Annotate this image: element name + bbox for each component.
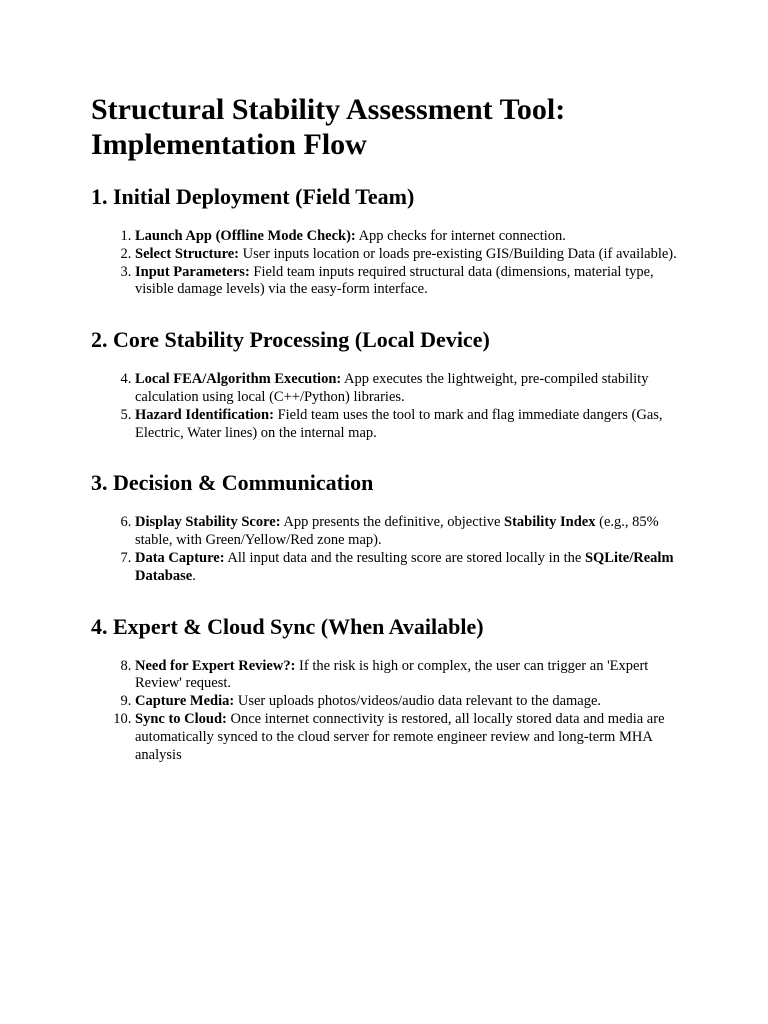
title-line-2: Implementation Flow: [91, 128, 367, 161]
step-item: [135, 711, 681, 764]
step-label: Local FEA/Algorithm Execution:: [135, 371, 342, 388]
step-item: [135, 228, 681, 246]
step-text: App presents the definitive, objective: [280, 514, 505, 531]
step-text: Field team uses the tool to mark and flag immediate dangers (Gas, Electric, Water lines) on the internal map.: [135, 406, 663, 441]
step-label: Data Capture:: [135, 549, 225, 566]
step-text: Field team inputs required structural data (dimensions, material type, visible damage levels) via the easy-form interface.: [135, 263, 654, 298]
step-item: [135, 514, 681, 550]
document-title: [91, 92, 681, 162]
section-heading-decision: 3. Decision & Communication: [91, 470, 374, 496]
section-heading-initial-deployment: 1. Initial Deployment (Field Team): [91, 184, 415, 209]
step-item: [135, 246, 681, 264]
step-item: [135, 264, 681, 300]
step-text: App checks for internet connection.: [355, 228, 566, 244]
step-text: User uploads photos/videos/audio data relevant to the damage.: [234, 693, 602, 710]
step-list-initial-deployment: [91, 228, 681, 299]
section-heading-expert-sync: 4. Expert & Cloud Sync (When Available): [91, 613, 484, 639]
step-emphasis: SQLite/Realm Database: [135, 549, 674, 584]
step-label: Launch App (Offline Mode Check):: [135, 228, 356, 244]
section-heading-core-processing: 2. Core Stability Processing (Local Device): [91, 327, 490, 353]
step-label: Select Structure:: [135, 245, 240, 262]
step-text: All input data and the resulting score are stored locally in the: [224, 549, 585, 566]
step-list-expert-sync: [91, 658, 681, 765]
step-list-decision: [91, 514, 681, 585]
step-text: Once internet connectivity is restored, all locally stored data and media are automatically synced to the cloud server for remote engineer review and long-term MHA analysis: [135, 710, 665, 763]
step-emphasis: Stability Index: [504, 514, 596, 531]
step-label: Sync to Cloud:: [135, 710, 227, 727]
title-line-1: Structural Stability Assessment Tool:: [91, 93, 566, 126]
step-item: [135, 371, 681, 407]
step-label: Display Stability Score:: [135, 514, 281, 531]
step-list-core-processing: [91, 371, 681, 442]
step-text: If the risk is high or complex, the user can trigger an 'Expert Review' request.: [135, 657, 649, 692]
step-text: User inputs location or loads pre-existing GIS/Building Data (if available).: [239, 245, 677, 262]
step-item: [135, 550, 681, 586]
step-label: Need for Expert Review?:: [135, 657, 296, 674]
step-label: Hazard Identification:: [135, 406, 274, 423]
step-item: [135, 658, 681, 694]
step-label: Capture Media:: [135, 693, 235, 710]
step-text: (e.g., 85% stable, with Green/Yellow/Red zone map).: [135, 514, 659, 549]
step-text: .: [192, 567, 196, 584]
step-label: Input Parameters:: [135, 263, 250, 280]
step-text: App executes the lightweight, pre-compiled stability calculation using local (C++/Python) libraries.: [135, 371, 649, 405]
step-item: [135, 407, 681, 443]
document-page: [91, 92, 681, 792]
step-item: [135, 693, 681, 711]
